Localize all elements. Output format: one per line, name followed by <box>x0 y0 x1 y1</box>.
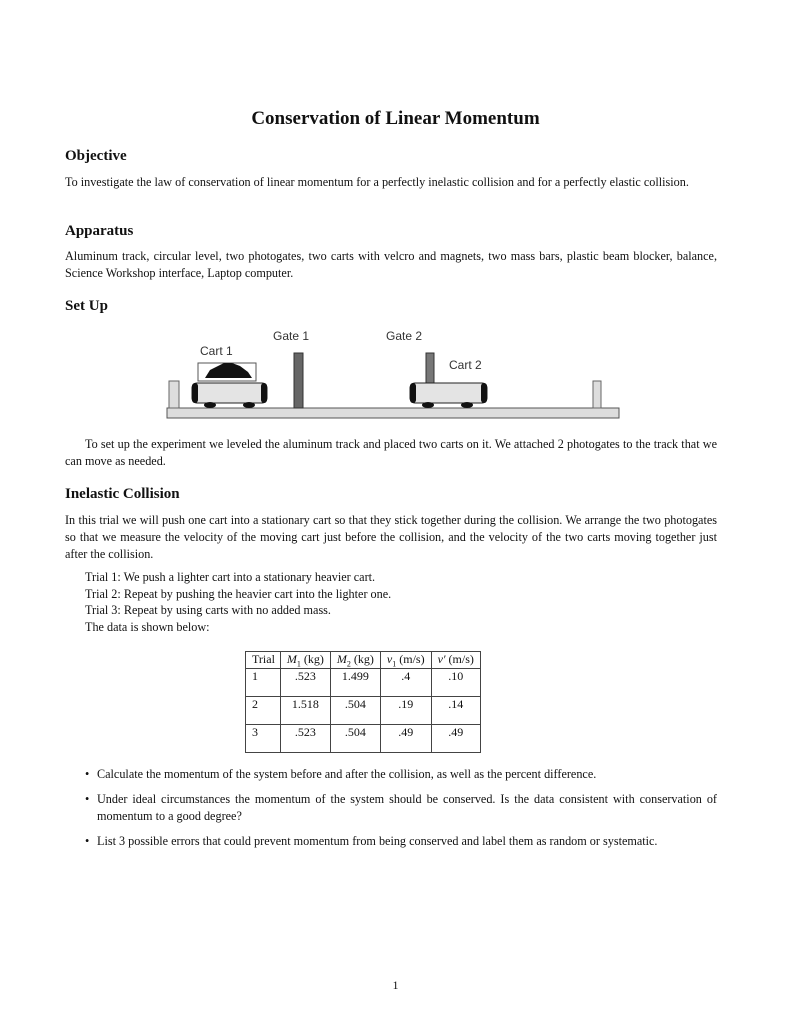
header-unit: (kg) <box>350 652 374 666</box>
inelastic-text: In this trial we will push one cart into a stationary cart so that they stick together during the collision. We arrange the two photogates so that we measure the velocity of the moving cart just before the collision, and the velocity of the two carts moving together just after the collision. <box>65 513 717 561</box>
column-header <box>380 652 431 669</box>
apparatus-text: Aluminum track, circular level, two photogates, two carts with velcro and magnets, two mass bars, plastic beam blocker, balance, Science Workshop interface, Laptop computer. <box>65 249 717 280</box>
table-cell: .49 <box>431 725 480 753</box>
bullet-icon: • <box>85 767 90 781</box>
trial-item: Trial 3: Repeat by using carts with no added mass. <box>85 603 331 617</box>
page-number: 1 <box>392 978 399 992</box>
question-text: List 3 possible errors that could prevent momentum from being conserved and label them as random or systematic. <box>97 834 658 848</box>
gate-1 <box>294 353 303 408</box>
table-row <box>246 669 481 697</box>
header-sub: 1 <box>392 659 397 669</box>
header-unit: Trial <box>252 652 275 666</box>
table-cell: .504 <box>330 725 380 753</box>
setup-text: To set up the experiment we leveled the aluminum track and placed two carts on it. We attached 2 photogates to the track that we can move as needed. <box>65 437 717 468</box>
header-sub: 1 <box>296 659 301 669</box>
table-cell: 1.499 <box>330 669 380 697</box>
setup-heading: Set Up <box>65 298 108 314</box>
table-cell: .19 <box>380 697 431 725</box>
table-cell: .49 <box>380 725 431 753</box>
column-header <box>431 652 480 669</box>
table-header-row <box>246 652 481 669</box>
trial-item: Trial 1: We push a lighter cart into a stationary heavier cart. <box>85 570 376 584</box>
question-text: Calculate the momentum of the system before and after the collision, as well as the percent difference. <box>97 767 597 781</box>
left-end-stop <box>169 381 179 408</box>
header-sym: M <box>286 652 297 666</box>
page-title: Conservation of Linear Momentum <box>251 108 540 129</box>
bullet-icon: • <box>85 792 90 806</box>
cart-1-label: Cart 1 <box>200 344 233 358</box>
objective-text: To investigate the law of conservation of linear momentum for a perfectly inelastic collision and for a perfectly elastic collision. <box>65 175 689 189</box>
question-list <box>65 766 717 858</box>
cart-2 <box>410 383 487 408</box>
table-row <box>246 697 481 725</box>
table-cell: 1 <box>246 669 281 697</box>
table-cell: .523 <box>280 669 330 697</box>
table-cell: 2 <box>246 697 281 725</box>
data-table <box>245 651 481 753</box>
table-row <box>246 725 481 753</box>
data-intro: The data is shown below: <box>85 619 210 634</box>
table-cell: .523 <box>280 725 330 753</box>
header-sym: v′ <box>437 652 446 666</box>
table-cell: .504 <box>330 697 380 725</box>
gate-2 <box>426 353 434 383</box>
right-end-stop <box>593 381 601 408</box>
column-header <box>246 652 281 669</box>
table-cell: .4 <box>380 669 431 697</box>
header-unit: (m/s) <box>445 652 474 666</box>
column-header <box>330 652 380 669</box>
header-sym: v <box>386 652 393 666</box>
question-item <box>65 833 717 850</box>
trial-item: Trial 2: Repeat by pushing the heavier cart into the lighter one. <box>85 586 392 601</box>
header-unit: (m/s) <box>396 652 425 666</box>
question-item <box>65 766 717 783</box>
track <box>167 408 619 418</box>
question-text: Under ideal circumstances the momentum of the system should be conserved. Is the data consistent with conservation of momentum to a good degree? <box>97 792 717 823</box>
trial-list <box>85 569 685 635</box>
apparatus-heading: Apparatus <box>65 223 134 239</box>
setup-diagram <box>160 320 630 430</box>
gate-1-label: Gate 1 <box>273 329 310 343</box>
table-cell: .14 <box>431 697 480 725</box>
cart-1 <box>192 363 267 408</box>
column-header <box>280 652 330 669</box>
cart-2-label: Cart 2 <box>449 358 482 372</box>
table-cell: .10 <box>431 669 480 697</box>
table-cell: 3 <box>246 725 281 753</box>
gate-2-label: Gate 2 <box>386 329 423 343</box>
bullet-icon: • <box>85 834 90 848</box>
objective-heading: Objective <box>65 148 127 164</box>
header-unit: (kg) <box>300 652 324 666</box>
question-item <box>65 791 717 825</box>
header-sub: 2 <box>346 659 351 669</box>
table-cell: 1.518 <box>280 697 330 725</box>
inelastic-heading: Inelastic Collision <box>65 486 180 502</box>
header-sym: M <box>336 652 347 666</box>
